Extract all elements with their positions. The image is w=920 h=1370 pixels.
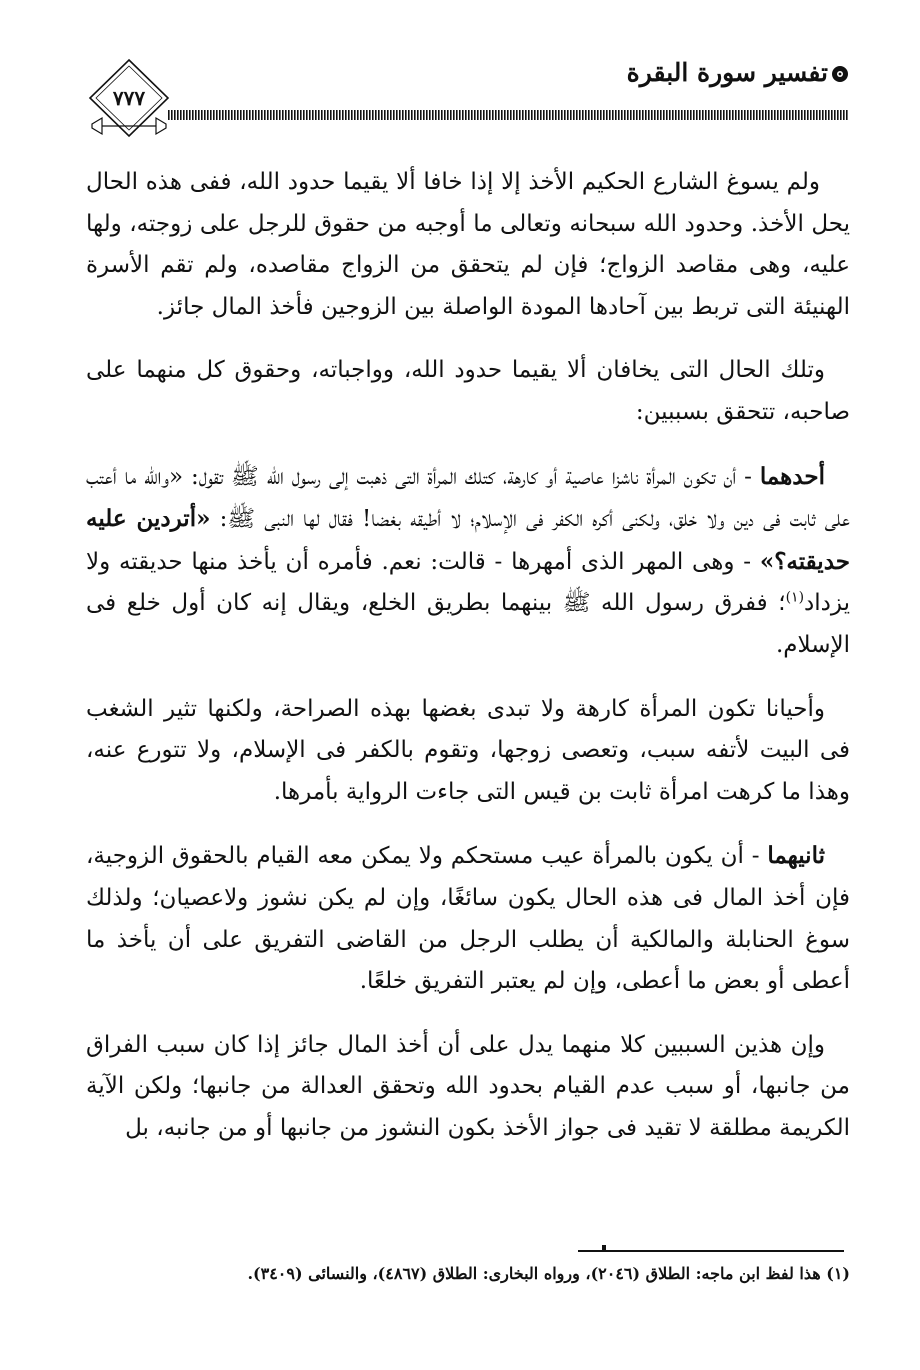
footnote-reference: (١): [785, 589, 805, 606]
paragraph: وتلك الحال التى يخافان ألا يقيما حدود الله، وواجباته، وحقوق كل منهما على صاحبه، تتحقق بسببين:: [86, 357, 850, 425]
flower-ornament-icon: [830, 64, 850, 84]
main-text: [86, 162, 850, 1171]
footnote-divider-mark: [602, 1245, 606, 1252]
paragraph-lead: ثانيهما: [767, 842, 825, 870]
page-number: ٧٧٧: [112, 86, 146, 110]
paragraph-text: ؛ ففرق رسول الله ﷺ بينهما بطريق الخلع، ويقال إنه كان أول خلع فى الإسلام.: [86, 590, 850, 658]
paragraph: وإن هذين السببين كلا منهما يدل على أن أخذ المال جائز إذا كان سبب الفراق من جانبها، أو سبب عدم القيام بحدود الله وتحقق العدالة من جانبها؛ ولكن الآية الكريمة مطلقة لا تقيد فى جواز الأخذ بكون النشوز من جانبها أو من جانبه، بل: [86, 1031, 850, 1141]
paragraph-lead: أحدهما: [759, 462, 825, 490]
hadith-quote: «أتردين عليه حديقته؟»: [86, 505, 850, 575]
page-header: [88, 58, 850, 140]
paragraph: ولم يسوغ الشارع الحكيم الأخذ إلا إذا خافا ألا يقيما حدود الله، ففى هذه الحال يحل الأخذ. وحدود الله سبحانه وتعالى ما أوجبه من حقوق للرجل على زوجته، ولها عليه، وهى مقاصد الزواج؛ فإن لم يتحقق من الزواج مقاصده، ولم تقم الأسرة الهنيئة التى تربط بين آحادها المودة الواصلة بين الزوجين فأخذ المال جائز.: [86, 169, 850, 320]
page-title: تفسير سورة البقرة: [626, 58, 828, 87]
paragraph-text: - أن تكون المرأة ناشزا عاصية أو كارهة، كتلك المرأة التى ذهبت إلى رسول الله ﷺ تقول: «والله ما أعتب على ثابت فى دين ولا خلق، ولكنى أكره الكفر فى الإسلام؛ لا أطيقه بغضا! فقال لها النبى ﷺ:: [86, 463, 850, 533]
header-rule: [168, 110, 848, 120]
paragraph-text: - أن يكون بالمرأة عيب مستحكم ولا يمكن معه القيام بالحقوق الزوجية، فإن أخذ المال فى هذه الحال يكون سائغًا، وإن لم يكن نشوز ولاعصيان؛ ولذلك سوغ الحنابلة والمالكية أن يطلب الرجل من القاضى التفريق على أن يأخذ ما أعطى أو بعض ما أعطى، وإن لم يعتبر التفريق خلعًا.: [86, 843, 850, 995]
footnote-divider: [578, 1250, 844, 1252]
paragraph: وأحيانا تكون المرأة كارهة ولا تبدى بغضها بهذه الصراحة، ولكنها تثير الشغب فى البيت لأتفه سبب، وتعصى زوجها، وتقوم بالكفر فى الإسلام، ولا تتورع عنه، وهذا ما كرهت امرأة ثابت بن قيس التى جاءت الرواية بأمرها.: [86, 695, 850, 805]
paragraph-text: - وهى المهر الذى أمهرها - قالت: نعم. فأمره أن يأخذ منها حديقته ولا يزداد: [86, 548, 850, 617]
paragraph: [86, 835, 850, 1002]
paragraph: [86, 456, 850, 667]
footnote: (١) هذا لفظ ابن ماجه: الطلاق (٢٠٤٦)، ورواه البخارى: الطلاق (٤٨٦٧)، والنسائى (٣٤٠٩).: [247, 1264, 850, 1283]
